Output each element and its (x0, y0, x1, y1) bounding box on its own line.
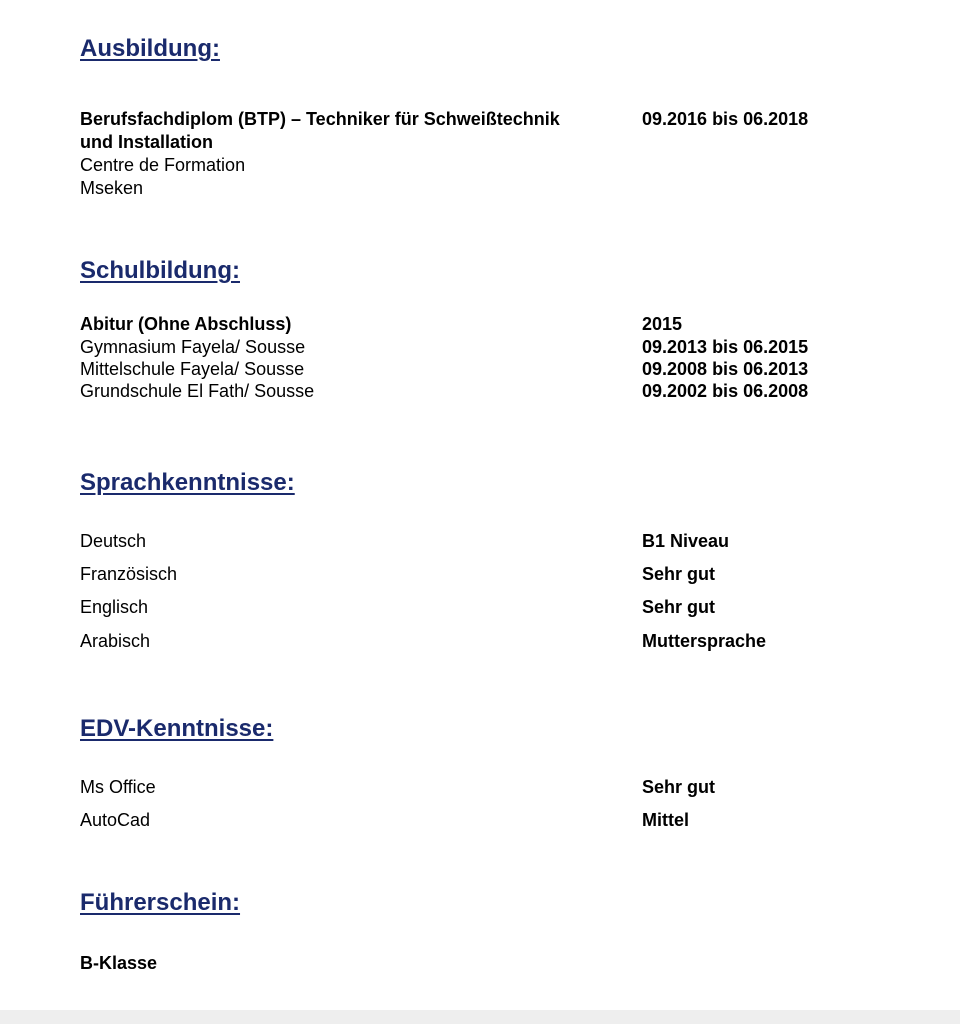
ausbildung-title-line1: Berufsfachdiplom (BTP) – Techniker für Schweißtechnik (80, 109, 560, 129)
language-name: Französisch (80, 564, 178, 584)
page-bottom-edge (0, 1010, 960, 1024)
language-name: Arabisch (80, 631, 151, 651)
fuehrerschein-class: B-Klasse (80, 953, 158, 973)
school-name: Gymnasium Fayela/ Sousse (80, 337, 306, 357)
section-heading-sprachkenntnisse: Sprachkenntnisse: (80, 469, 295, 496)
edv-skill-name: AutoCad (80, 810, 151, 830)
section-heading-ausbildung: Ausbildung: (80, 35, 220, 62)
edv-skill-name: Ms Office (80, 777, 156, 797)
section-heading-edv: EDV-Kenntnisse: (80, 715, 274, 742)
language-name: Deutsch (80, 531, 147, 551)
ausbildung-location: Mseken (80, 178, 144, 198)
school-name: Grundschule El Fath/ Sousse (80, 381, 315, 401)
edv-skill-level: Sehr gut (642, 777, 716, 797)
schulbildung-abitur-year: 2015 (642, 314, 683, 334)
section-heading-schulbildung: Schulbildung: (80, 257, 240, 284)
schulbildung-abitur: Abitur (Ohne Abschluss) (80, 314, 292, 334)
language-level: Sehr gut (642, 597, 716, 617)
school-period: 09.2002 bis 06.2008 (642, 381, 809, 401)
ausbildung-title-line2: und Installation (80, 132, 213, 152)
school-name: Mittelschule Fayela/ Sousse (80, 359, 305, 379)
language-name: Englisch (80, 597, 149, 617)
language-level: Sehr gut (642, 564, 716, 584)
language-level: Muttersprache (642, 631, 767, 651)
ausbildung-period: 09.2016 bis 06.2018 (642, 109, 809, 129)
edv-skill-level: Mittel (642, 810, 689, 830)
ausbildung-institution: Centre de Formation (80, 155, 246, 175)
section-heading-fuehrerschein: Führerschein: (80, 889, 241, 916)
school-period: 09.2008 bis 06.2013 (642, 359, 809, 379)
language-level: B1 Niveau (642, 531, 730, 551)
school-period: 09.2013 bis 06.2015 (642, 337, 809, 357)
